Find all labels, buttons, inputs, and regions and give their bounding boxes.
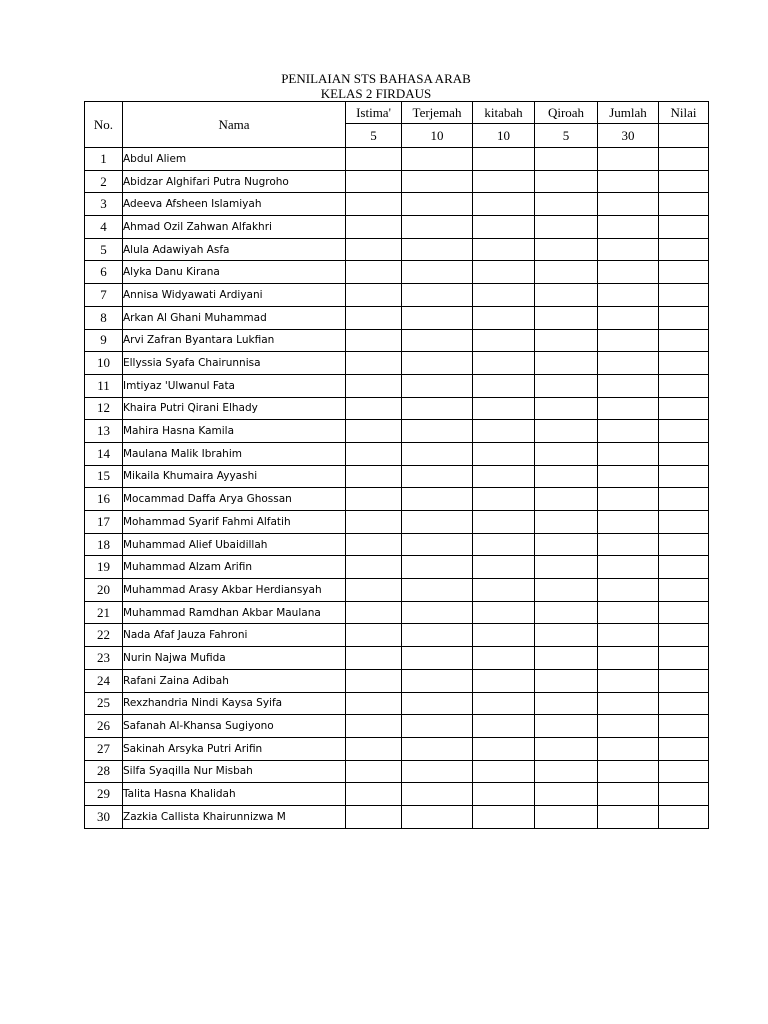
score-cell-jumlah bbox=[598, 692, 659, 715]
score-cell-jumlah bbox=[598, 465, 659, 488]
score-cell-nilai bbox=[659, 647, 709, 670]
score-cell-nilai bbox=[659, 238, 709, 261]
score-cell-terjemah bbox=[402, 601, 473, 624]
score-cell-nilai bbox=[659, 601, 709, 624]
row-number: 29 bbox=[85, 783, 123, 806]
row-number: 14 bbox=[85, 442, 123, 465]
score-cell-qiroah bbox=[535, 647, 598, 670]
student-name: Sakinah Arsyka Putri Arifin bbox=[123, 737, 346, 760]
score-cell-terjemah bbox=[402, 374, 473, 397]
score-cell-nilai bbox=[659, 352, 709, 375]
student-name: Safanah Al-Khansa Sugiyono bbox=[123, 715, 346, 738]
row-number: 22 bbox=[85, 624, 123, 647]
table-row bbox=[85, 488, 709, 511]
header-istima: Istima' bbox=[346, 102, 402, 124]
score-cell-istima bbox=[346, 715, 402, 738]
header-nilai: Nilai bbox=[659, 102, 709, 124]
score-cell-qiroah bbox=[535, 669, 598, 692]
student-name: Abidzar Alghifari Putra Nugroho bbox=[123, 170, 346, 193]
row-number: 24 bbox=[85, 669, 123, 692]
row-number: 6 bbox=[85, 261, 123, 284]
student-name: Silfa Syaqilla Nur Misbah bbox=[123, 760, 346, 783]
score-cell-terjemah bbox=[402, 488, 473, 511]
row-number: 5 bbox=[85, 238, 123, 261]
score-cell-qiroah bbox=[535, 533, 598, 556]
student-name: Annisa Widyawati Ardiyani bbox=[123, 284, 346, 307]
score-cell-nilai bbox=[659, 306, 709, 329]
score-cell-qiroah bbox=[535, 238, 598, 261]
score-cell-kitabah bbox=[473, 465, 535, 488]
score-cell-nilai bbox=[659, 148, 709, 171]
row-number: 2 bbox=[85, 170, 123, 193]
score-cell-nilai bbox=[659, 442, 709, 465]
score-cell-jumlah bbox=[598, 148, 659, 171]
score-cell-terjemah bbox=[402, 511, 473, 534]
table-row bbox=[85, 238, 709, 261]
score-cell-terjemah bbox=[402, 352, 473, 375]
score-cell-jumlah bbox=[598, 352, 659, 375]
score-cell-nilai bbox=[659, 692, 709, 715]
score-cell-istima bbox=[346, 442, 402, 465]
student-name: Khaira Putri Qirani Elhady bbox=[123, 397, 346, 420]
max-kitabah: 10 bbox=[473, 124, 535, 148]
header-terjemah: Terjemah bbox=[402, 102, 473, 124]
score-cell-nilai bbox=[659, 216, 709, 239]
row-number: 18 bbox=[85, 533, 123, 556]
table-row bbox=[85, 284, 709, 307]
row-number: 20 bbox=[85, 579, 123, 602]
score-cell-istima bbox=[346, 261, 402, 284]
score-cell-qiroah bbox=[535, 329, 598, 352]
score-cell-nilai bbox=[659, 511, 709, 534]
student-name: Arkan Al Ghani Muhammad bbox=[123, 306, 346, 329]
score-cell-kitabah bbox=[473, 216, 535, 239]
score-cell-qiroah bbox=[535, 306, 598, 329]
score-cell-qiroah bbox=[535, 465, 598, 488]
score-cell-jumlah bbox=[598, 556, 659, 579]
score-cell-kitabah bbox=[473, 193, 535, 216]
score-cell-istima bbox=[346, 692, 402, 715]
score-cell-kitabah bbox=[473, 760, 535, 783]
score-cell-qiroah bbox=[535, 170, 598, 193]
score-cell-nilai bbox=[659, 805, 709, 828]
score-cell-kitabah bbox=[473, 261, 535, 284]
score-cell-qiroah bbox=[535, 442, 598, 465]
score-cell-terjemah bbox=[402, 669, 473, 692]
score-cell-qiroah bbox=[535, 148, 598, 171]
score-cell-istima bbox=[346, 669, 402, 692]
score-cell-qiroah bbox=[535, 374, 598, 397]
score-cell-istima bbox=[346, 533, 402, 556]
score-cell-istima bbox=[346, 306, 402, 329]
title-line-1: PENILAIAN STS BAHASA ARAB bbox=[281, 71, 471, 86]
student-name: Nada Afaf Jauza Fahroni bbox=[123, 624, 346, 647]
table-row bbox=[85, 352, 709, 375]
score-cell-istima bbox=[346, 148, 402, 171]
score-cell-kitabah bbox=[473, 352, 535, 375]
score-cell-terjemah bbox=[402, 148, 473, 171]
score-cell-istima bbox=[346, 193, 402, 216]
score-cell-qiroah bbox=[535, 760, 598, 783]
score-cell-qiroah bbox=[535, 284, 598, 307]
score-cell-qiroah bbox=[535, 216, 598, 239]
score-cell-jumlah bbox=[598, 579, 659, 602]
row-number: 7 bbox=[85, 284, 123, 307]
score-cell-qiroah bbox=[535, 715, 598, 738]
score-cell-kitabah bbox=[473, 397, 535, 420]
score-cell-terjemah bbox=[402, 238, 473, 261]
max-jumlah: 30 bbox=[598, 124, 659, 148]
table-row bbox=[85, 805, 709, 828]
score-cell-jumlah bbox=[598, 760, 659, 783]
score-cell-jumlah bbox=[598, 624, 659, 647]
title-line-2: KELAS 2 FIRDAUS bbox=[320, 86, 432, 101]
score-cell-jumlah bbox=[598, 261, 659, 284]
score-cell-kitabah bbox=[473, 306, 535, 329]
row-number: 30 bbox=[85, 805, 123, 828]
score-cell-terjemah bbox=[402, 647, 473, 670]
score-cell-qiroah bbox=[535, 737, 598, 760]
score-cell-jumlah bbox=[598, 170, 659, 193]
score-cell-qiroah bbox=[535, 692, 598, 715]
score-cell-qiroah bbox=[535, 261, 598, 284]
score-cell-qiroah bbox=[535, 193, 598, 216]
table-row bbox=[85, 216, 709, 239]
score-cell-kitabah bbox=[473, 420, 535, 443]
score-cell-qiroah bbox=[535, 556, 598, 579]
student-name: Nurin Najwa Mufida bbox=[123, 647, 346, 670]
score-cell-istima bbox=[346, 329, 402, 352]
score-cell-kitabah bbox=[473, 170, 535, 193]
score-cell-terjemah bbox=[402, 465, 473, 488]
score-cell-nilai bbox=[659, 284, 709, 307]
score-cell-jumlah bbox=[598, 397, 659, 420]
score-cell-kitabah bbox=[473, 556, 535, 579]
row-number: 17 bbox=[85, 511, 123, 534]
score-cell-qiroah bbox=[535, 397, 598, 420]
table-row bbox=[85, 647, 709, 670]
table-row bbox=[85, 261, 709, 284]
student-name: Rafani Zaina Adibah bbox=[123, 669, 346, 692]
grade-table bbox=[84, 101, 709, 829]
score-cell-nilai bbox=[659, 193, 709, 216]
score-cell-kitabah bbox=[473, 238, 535, 261]
score-cell-terjemah bbox=[402, 261, 473, 284]
score-cell-istima bbox=[346, 374, 402, 397]
score-cell-nilai bbox=[659, 329, 709, 352]
score-cell-istima bbox=[346, 760, 402, 783]
score-cell-jumlah bbox=[598, 238, 659, 261]
score-cell-kitabah bbox=[473, 601, 535, 624]
row-number: 13 bbox=[85, 420, 123, 443]
score-cell-nilai bbox=[659, 715, 709, 738]
score-cell-istima bbox=[346, 465, 402, 488]
score-cell-istima bbox=[346, 397, 402, 420]
table-row bbox=[85, 783, 709, 806]
table-row bbox=[85, 669, 709, 692]
row-number: 15 bbox=[85, 465, 123, 488]
score-cell-terjemah bbox=[402, 579, 473, 602]
row-number: 19 bbox=[85, 556, 123, 579]
score-cell-istima bbox=[346, 556, 402, 579]
score-cell-kitabah bbox=[473, 148, 535, 171]
score-cell-nilai bbox=[659, 374, 709, 397]
score-cell-terjemah bbox=[402, 306, 473, 329]
score-cell-terjemah bbox=[402, 533, 473, 556]
score-cell-qiroah bbox=[535, 352, 598, 375]
score-cell-terjemah bbox=[402, 442, 473, 465]
student-name: Zazkia Callista Khairunnizwa M bbox=[123, 805, 346, 828]
score-cell-nilai bbox=[659, 783, 709, 806]
score-cell-jumlah bbox=[598, 374, 659, 397]
student-name: Mahira Hasna Kamila bbox=[123, 420, 346, 443]
student-name: Imtiyaz 'Ulwanul Fata bbox=[123, 374, 346, 397]
max-terjemah: 10 bbox=[402, 124, 473, 148]
student-name: Talita Hasna Khalidah bbox=[123, 783, 346, 806]
score-cell-jumlah bbox=[598, 669, 659, 692]
max-qiroah: 5 bbox=[535, 124, 598, 148]
score-cell-kitabah bbox=[473, 511, 535, 534]
header-no: No. bbox=[85, 102, 123, 148]
score-cell-jumlah bbox=[598, 737, 659, 760]
student-name: Adeeva Afsheen Islamiyah bbox=[123, 193, 346, 216]
score-cell-jumlah bbox=[598, 488, 659, 511]
table-row bbox=[85, 193, 709, 216]
table-row bbox=[85, 692, 709, 715]
row-number: 21 bbox=[85, 601, 123, 624]
score-cell-istima bbox=[346, 420, 402, 443]
score-cell-nilai bbox=[659, 397, 709, 420]
student-name: Mohammad Syarif Fahmi Alfatih bbox=[123, 511, 346, 534]
score-cell-istima bbox=[346, 805, 402, 828]
score-cell-istima bbox=[346, 647, 402, 670]
table-row bbox=[85, 737, 709, 760]
max-nilai bbox=[659, 124, 709, 148]
score-cell-qiroah bbox=[535, 805, 598, 828]
student-name: Ellyssia Syafa Chairunnisa bbox=[123, 352, 346, 375]
score-cell-kitabah bbox=[473, 805, 535, 828]
table-row bbox=[85, 420, 709, 443]
header-jumlah: Jumlah bbox=[598, 102, 659, 124]
table-row bbox=[85, 442, 709, 465]
row-number: 28 bbox=[85, 760, 123, 783]
score-cell-nilai bbox=[659, 579, 709, 602]
score-cell-nilai bbox=[659, 261, 709, 284]
score-cell-qiroah bbox=[535, 783, 598, 806]
student-name: Abdul Aliem bbox=[123, 148, 346, 171]
score-cell-terjemah bbox=[402, 692, 473, 715]
score-cell-kitabah bbox=[473, 442, 535, 465]
student-name: Maulana Malik Ibrahim bbox=[123, 442, 346, 465]
header-nama: Nama bbox=[123, 102, 346, 148]
score-cell-kitabah bbox=[473, 783, 535, 806]
row-number: 12 bbox=[85, 397, 123, 420]
score-cell-istima bbox=[346, 488, 402, 511]
score-cell-kitabah bbox=[473, 715, 535, 738]
table-row bbox=[85, 374, 709, 397]
score-cell-istima bbox=[346, 624, 402, 647]
table-row bbox=[85, 715, 709, 738]
student-name: Muhammad Alzam Arifin bbox=[123, 556, 346, 579]
student-name: Rexzhandria Nindi Kaysa Syifa bbox=[123, 692, 346, 715]
score-cell-nilai bbox=[659, 170, 709, 193]
row-number: 11 bbox=[85, 374, 123, 397]
student-name: Alyka Danu Kirana bbox=[123, 261, 346, 284]
score-cell-terjemah bbox=[402, 397, 473, 420]
score-cell-kitabah bbox=[473, 488, 535, 511]
table-row bbox=[85, 760, 709, 783]
header-kitabah: kitabah bbox=[473, 102, 535, 124]
row-number: 10 bbox=[85, 352, 123, 375]
score-cell-terjemah bbox=[402, 556, 473, 579]
score-cell-jumlah bbox=[598, 306, 659, 329]
score-cell-jumlah bbox=[598, 420, 659, 443]
score-cell-istima bbox=[346, 284, 402, 307]
score-cell-jumlah bbox=[598, 601, 659, 624]
score-cell-istima bbox=[346, 238, 402, 261]
student-name: Muhammad Arasy Akbar Herdiansyah bbox=[123, 579, 346, 602]
score-cell-jumlah bbox=[598, 511, 659, 534]
row-number: 9 bbox=[85, 329, 123, 352]
row-number: 1 bbox=[85, 148, 123, 171]
table-row bbox=[85, 579, 709, 602]
score-cell-nilai bbox=[659, 420, 709, 443]
score-cell-qiroah bbox=[535, 420, 598, 443]
score-cell-kitabah bbox=[473, 669, 535, 692]
score-cell-kitabah bbox=[473, 579, 535, 602]
score-cell-nilai bbox=[659, 488, 709, 511]
score-cell-nilai bbox=[659, 737, 709, 760]
score-cell-nilai bbox=[659, 465, 709, 488]
score-cell-terjemah bbox=[402, 715, 473, 738]
student-name: Arvi Zafran Byantara Lukfian bbox=[123, 329, 346, 352]
table-row bbox=[85, 601, 709, 624]
score-cell-istima bbox=[346, 170, 402, 193]
table-row bbox=[85, 329, 709, 352]
score-cell-terjemah bbox=[402, 216, 473, 239]
score-cell-istima bbox=[346, 601, 402, 624]
score-cell-jumlah bbox=[598, 783, 659, 806]
student-name: Muhammad Alief Ubaidillah bbox=[123, 533, 346, 556]
score-cell-terjemah bbox=[402, 737, 473, 760]
score-cell-jumlah bbox=[598, 329, 659, 352]
row-number: 4 bbox=[85, 216, 123, 239]
score-cell-terjemah bbox=[402, 420, 473, 443]
score-cell-terjemah bbox=[402, 193, 473, 216]
score-cell-terjemah bbox=[402, 783, 473, 806]
score-cell-kitabah bbox=[473, 284, 535, 307]
score-cell-kitabah bbox=[473, 624, 535, 647]
score-cell-terjemah bbox=[402, 624, 473, 647]
score-cell-terjemah bbox=[402, 284, 473, 307]
score-cell-nilai bbox=[659, 533, 709, 556]
score-cell-terjemah bbox=[402, 170, 473, 193]
table-row bbox=[85, 306, 709, 329]
row-number: 26 bbox=[85, 715, 123, 738]
table-row bbox=[85, 556, 709, 579]
table-row bbox=[85, 533, 709, 556]
score-cell-istima bbox=[346, 737, 402, 760]
score-cell-kitabah bbox=[473, 533, 535, 556]
row-number: 16 bbox=[85, 488, 123, 511]
score-cell-istima bbox=[346, 511, 402, 534]
score-cell-istima bbox=[346, 783, 402, 806]
score-cell-istima bbox=[346, 216, 402, 239]
score-cell-nilai bbox=[659, 556, 709, 579]
row-number: 27 bbox=[85, 737, 123, 760]
score-cell-kitabah bbox=[473, 737, 535, 760]
score-cell-jumlah bbox=[598, 216, 659, 239]
score-cell-jumlah bbox=[598, 193, 659, 216]
score-cell-qiroah bbox=[535, 601, 598, 624]
student-name: Ahmad Ozil Zahwan Alfakhri bbox=[123, 216, 346, 239]
table-row bbox=[85, 170, 709, 193]
score-cell-nilai bbox=[659, 624, 709, 647]
document-title bbox=[84, 71, 668, 101]
row-number: 23 bbox=[85, 647, 123, 670]
table-row bbox=[85, 624, 709, 647]
student-name: Mocammad Daffa Arya Ghossan bbox=[123, 488, 346, 511]
score-cell-qiroah bbox=[535, 579, 598, 602]
score-cell-istima bbox=[346, 579, 402, 602]
table-row bbox=[85, 148, 709, 171]
row-number: 3 bbox=[85, 193, 123, 216]
score-cell-qiroah bbox=[535, 624, 598, 647]
score-cell-kitabah bbox=[473, 647, 535, 670]
header-qiroah: Qiroah bbox=[535, 102, 598, 124]
score-cell-qiroah bbox=[535, 511, 598, 534]
max-istima: 5 bbox=[346, 124, 402, 148]
student-name: Mikaila Khumaira Ayyashi bbox=[123, 465, 346, 488]
score-cell-qiroah bbox=[535, 488, 598, 511]
score-cell-istima bbox=[346, 352, 402, 375]
score-cell-kitabah bbox=[473, 329, 535, 352]
score-cell-terjemah bbox=[402, 760, 473, 783]
score-cell-kitabah bbox=[473, 374, 535, 397]
score-cell-jumlah bbox=[598, 284, 659, 307]
student-name: Alula Adawiyah Asfa bbox=[123, 238, 346, 261]
score-cell-jumlah bbox=[598, 647, 659, 670]
score-cell-jumlah bbox=[598, 442, 659, 465]
score-cell-nilai bbox=[659, 669, 709, 692]
score-cell-jumlah bbox=[598, 805, 659, 828]
row-number: 8 bbox=[85, 306, 123, 329]
student-name: Muhammad Ramdhan Akbar Maulana bbox=[123, 601, 346, 624]
score-cell-kitabah bbox=[473, 692, 535, 715]
table-row bbox=[85, 511, 709, 534]
score-cell-nilai bbox=[659, 760, 709, 783]
score-cell-jumlah bbox=[598, 715, 659, 738]
student-rows bbox=[85, 148, 709, 829]
score-cell-terjemah bbox=[402, 329, 473, 352]
table-row bbox=[85, 397, 709, 420]
row-number: 25 bbox=[85, 692, 123, 715]
table-row bbox=[85, 465, 709, 488]
score-cell-jumlah bbox=[598, 533, 659, 556]
score-cell-terjemah bbox=[402, 805, 473, 828]
